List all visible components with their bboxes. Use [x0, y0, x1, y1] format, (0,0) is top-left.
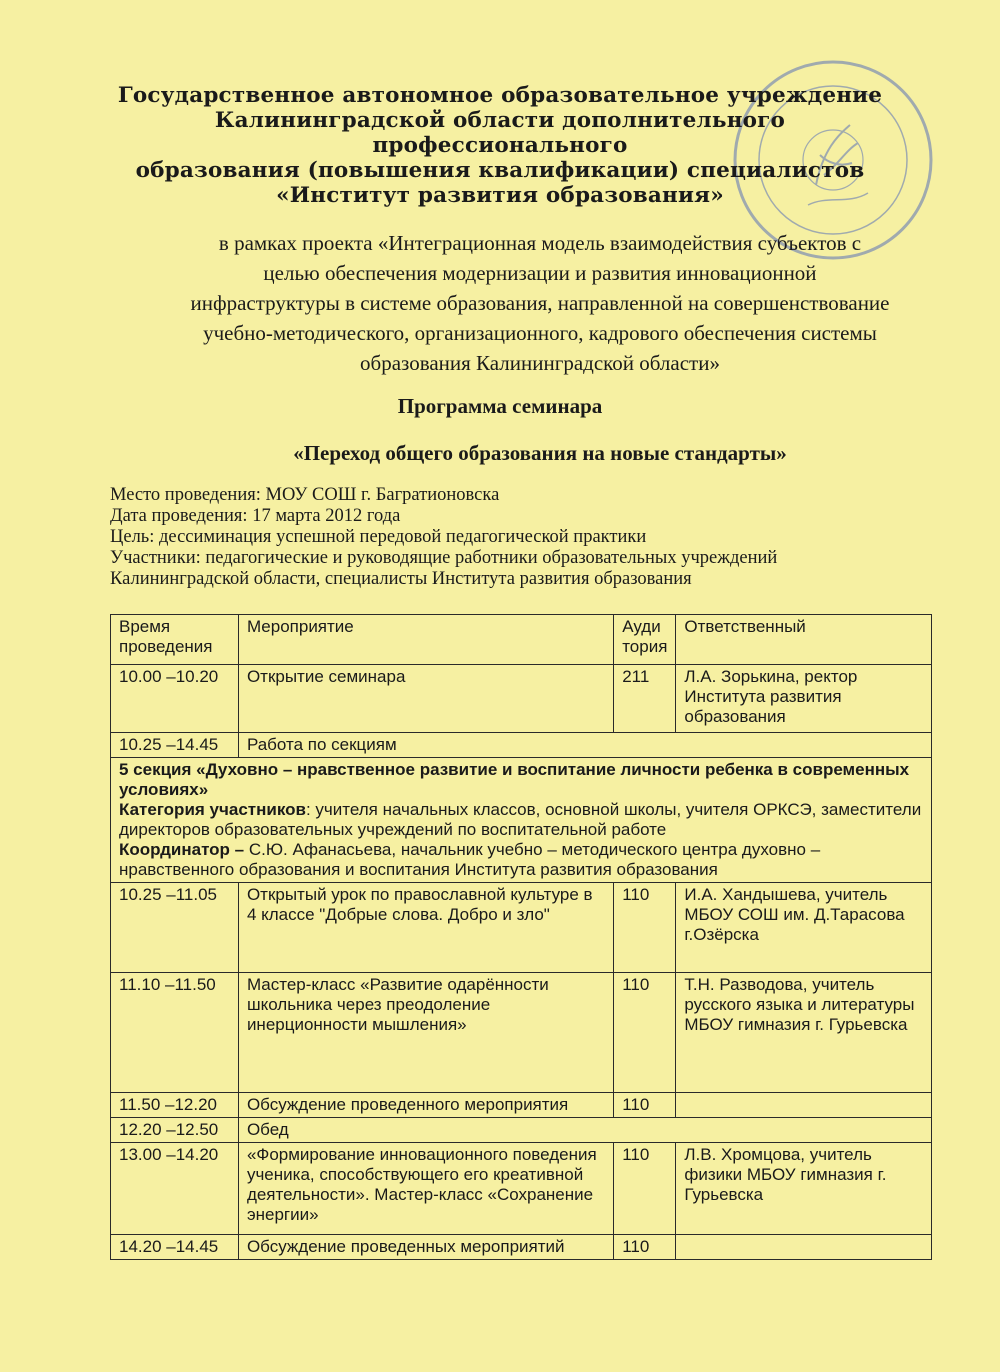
- program-title: Программа семинара: [397, 394, 603, 418]
- section-row: [111, 758, 932, 883]
- info-date: Дата проведения: 17 марта 2012 года: [110, 506, 401, 526]
- row-time: 12.20 –12.50: [111, 1118, 239, 1143]
- row-room: 110: [614, 883, 676, 973]
- program-subtitle: «Переход общего образования на новые стандарты»: [293, 441, 787, 465]
- info-goal: Цель: дессиминация успешной передовой педагогической практики: [110, 527, 647, 547]
- row-room: 211: [614, 665, 676, 733]
- project-description: [140, 228, 940, 378]
- row-responsible: И.А. Хандышева, учитель МБОУ СОШ им. Д.Тарасова г.Озёрска: [676, 883, 932, 973]
- header-line-3: образования (повышения квалификации) специалистов: [135, 158, 865, 183]
- table-row: [111, 1093, 932, 1118]
- row-room: 110: [614, 1093, 676, 1118]
- row-responsible: Л.А. Зорькина, ректор Института развития образования: [676, 665, 932, 733]
- header-line-1: Государственное автономное образовательное учреждение: [117, 83, 883, 108]
- row-room: 110: [614, 973, 676, 1093]
- header-line-2: Калининградской области дополнительного профессионального: [214, 108, 786, 158]
- header-event: Мероприятие: [238, 615, 613, 665]
- table-row: [111, 1235, 932, 1260]
- table-row: [111, 1143, 932, 1235]
- section-title: 5 секция «Духовно – нравственное развитие и воспитание личности ребенка в современных условиях»: [119, 760, 910, 799]
- section-category-label: Категория участников: [119, 800, 306, 819]
- info-participants-2: Калининградской области, специалисты Института развития образования: [110, 569, 692, 589]
- row-responsible: Л.В. Хромцова, учитель физики МБОУ гимназия г. Гурьевска: [676, 1143, 932, 1235]
- row-event: Обед: [238, 1118, 931, 1143]
- row-responsible: Т.Н. Разводова, учитель русского языка и литературы МБОУ гимназия г. Гурьевска: [676, 973, 932, 1093]
- row-event: Обсуждение проведенных мероприятий: [238, 1235, 613, 1260]
- project-line-1: в рамках проекта «Интеграционная модель взаимодействия субъектов с: [218, 231, 862, 255]
- table-row: [111, 973, 932, 1093]
- row-room: 110: [614, 1143, 676, 1235]
- header-room: Ауди тория: [614, 615, 676, 665]
- row-event: Мастер-класс «Развитие одарённости школьника через преодоление инерционности мышления»: [238, 973, 613, 1093]
- row-event: Открытый урок по православной культуре в 4 классе "Добрые слова. Добро и зло": [238, 883, 613, 973]
- row-time: 10.00 –10.20: [111, 665, 239, 733]
- project-line-5: образования Калининградской области»: [360, 351, 720, 375]
- row-time: 10.25 –11.05: [111, 883, 239, 973]
- row-time: 13.00 –14.20: [111, 1143, 239, 1235]
- row-event: Открытие семинара: [238, 665, 613, 733]
- project-line-2: целью обеспечения модернизации и развития инновационной: [263, 261, 817, 285]
- row-event: «Формирование инновационного поведения ученика, способствующего его креативной деятельности». Мастер-класс «Сохранение энергии»: [238, 1143, 613, 1235]
- header-time: Время проведения: [111, 615, 239, 665]
- section-category-text: : учителя начальных классов, основной школы, учителя ОРКСЭ, заместители директоров образовательных учреждений по воспитательной работе: [119, 800, 922, 839]
- section-coordinator-label: Координатор –: [119, 840, 249, 859]
- institution-header: [110, 83, 890, 208]
- row-time: 11.50 –12.20: [111, 1093, 239, 1118]
- table-row: [111, 733, 932, 758]
- project-line-3: инфраструктуры в системе образования, направленной на совершенствование: [190, 291, 890, 315]
- row-event: Работа по секциям: [238, 733, 931, 758]
- program-table: [110, 614, 932, 1260]
- row-event: Обсуждение проведенного мероприятия: [238, 1093, 613, 1118]
- row-responsible: [676, 1093, 932, 1118]
- row-time: 14.20 –14.45: [111, 1235, 239, 1260]
- section-coordinator-text: С.Ю. Афанасьева, начальник учебно – методического центра духовно – нравственного образования и воспитания Института развития образования: [119, 840, 821, 879]
- table-row: [111, 1118, 932, 1143]
- row-room: 110: [614, 1235, 676, 1260]
- header-line-4: «Институт развития образования»: [276, 183, 724, 208]
- info-participants-1: Участники: педагогические и руководящие работники образовательных учреждений: [110, 548, 778, 568]
- header-responsible: Ответственный: [676, 615, 932, 665]
- row-time: 10.25 –14.45: [111, 733, 239, 758]
- table-header-row: [111, 615, 932, 665]
- seminar-info: [110, 485, 922, 590]
- info-place: Место проведения: МОУ СОШ г. Багратионовска: [110, 485, 500, 505]
- row-responsible: [676, 1235, 932, 1260]
- table-row: [111, 665, 932, 733]
- project-line-4: учебно-методического, организационного, кадрового обеспечения системы: [203, 321, 877, 345]
- table-row: [111, 883, 932, 973]
- section-cell: [111, 758, 932, 883]
- row-time: 11.10 –11.50: [111, 973, 239, 1093]
